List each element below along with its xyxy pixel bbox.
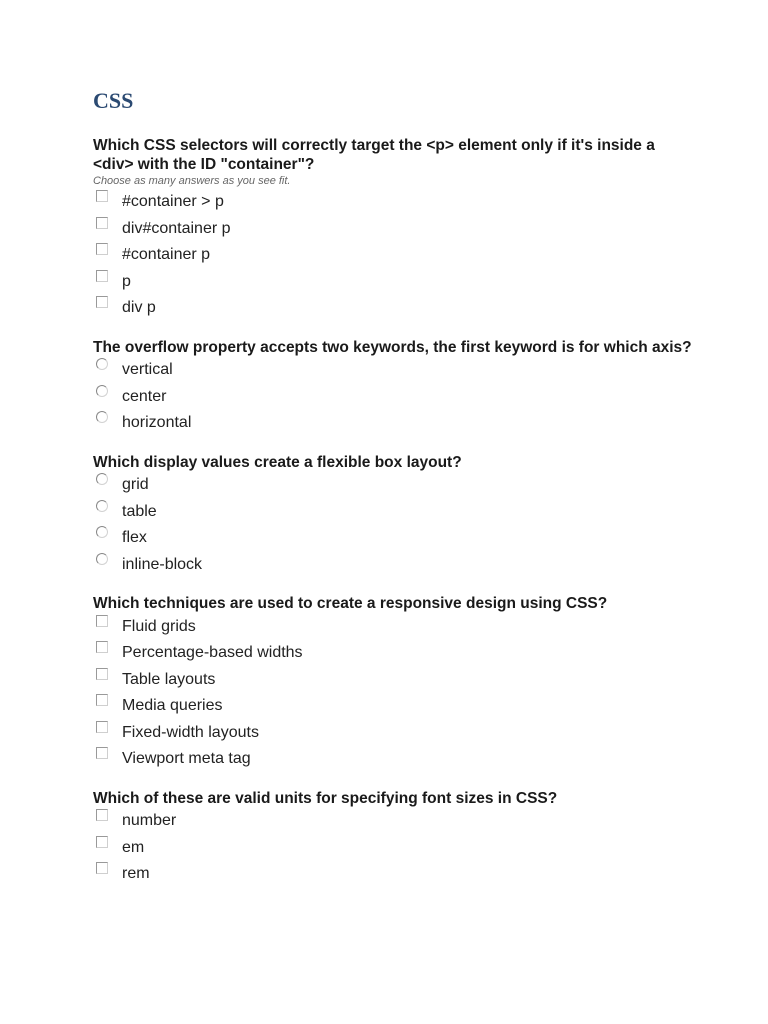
- question-2: [93, 339, 693, 437]
- checkbox[interactable]: [96, 836, 108, 848]
- answer-option[interactable]: [93, 552, 693, 579]
- checkbox[interactable]: [96, 190, 108, 202]
- option-label: grid: [122, 476, 149, 493]
- option-label: rem: [122, 865, 150, 882]
- answer-option[interactable]: [93, 499, 693, 526]
- checkbox[interactable]: [96, 721, 108, 733]
- answer-options: [93, 472, 693, 578]
- answer-option[interactable]: [93, 357, 693, 384]
- answer-option[interactable]: [93, 410, 693, 437]
- answer-option[interactable]: [93, 189, 693, 216]
- option-label: Fixed-width layouts: [122, 723, 259, 741]
- answer-options: [93, 189, 693, 322]
- question-text: Which of these are valid units for specifying font sizes in CSS?: [93, 789, 558, 807]
- radio-button[interactable]: [96, 385, 108, 397]
- answer-option[interactable]: [93, 720, 693, 747]
- checkbox[interactable]: [96, 270, 108, 282]
- question-text: Which CSS selectors will correctly target the <p> element only if it's inside a <div> with the ID "container"?: [93, 137, 655, 173]
- answer-options: [93, 614, 693, 773]
- checkbox[interactable]: [96, 747, 108, 759]
- radio-button[interactable]: [96, 553, 108, 565]
- answer-options: [93, 808, 693, 888]
- radio-button[interactable]: [96, 473, 108, 485]
- answer-option[interactable]: [93, 667, 693, 694]
- checkbox[interactable]: [96, 615, 108, 627]
- answer-option[interactable]: [93, 861, 693, 888]
- radio-button[interactable]: [96, 358, 108, 370]
- answer-options: [93, 357, 693, 437]
- option-label: inline-block: [122, 555, 203, 573]
- radio-button[interactable]: [96, 411, 108, 423]
- answer-option[interactable]: [93, 525, 693, 552]
- answer-option[interactable]: [93, 472, 693, 499]
- quiz-page: [93, 88, 693, 905]
- checkbox[interactable]: [96, 862, 108, 874]
- radio-button[interactable]: [96, 526, 108, 538]
- option-label: flex: [122, 529, 147, 546]
- checkbox[interactable]: [96, 641, 108, 653]
- checkbox[interactable]: [96, 243, 108, 255]
- option-label: Table layouts: [122, 670, 216, 688]
- answer-option[interactable]: [93, 295, 693, 322]
- page-title: CSS: [93, 88, 134, 113]
- option-label: #container p: [122, 246, 211, 263]
- answer-option[interactable]: [93, 614, 693, 641]
- checkbox[interactable]: [96, 296, 108, 308]
- option-label: center: [122, 387, 167, 405]
- answer-option[interactable]: [93, 835, 693, 862]
- option-label: table: [122, 502, 157, 520]
- answer-option[interactable]: [93, 693, 693, 720]
- answer-option[interactable]: [93, 242, 693, 269]
- checkbox[interactable]: [96, 668, 108, 680]
- question-5: [93, 790, 693, 888]
- question-text: The overflow property accepts two keywords, the first keyword is for which axis?: [93, 338, 692, 356]
- option-label: p: [122, 272, 131, 290]
- option-label: em: [122, 838, 145, 856]
- option-label: horizontal: [122, 414, 192, 431]
- answer-option[interactable]: [93, 384, 693, 411]
- option-label: div p: [122, 299, 156, 316]
- option-label: Media queries: [122, 697, 223, 714]
- answer-option[interactable]: [93, 216, 693, 243]
- option-label: #container > p: [122, 193, 224, 210]
- question-text: Which techniques are used to create a responsive design using CSS?: [93, 595, 608, 612]
- question-hint: Choose as many answers as you see fit.: [93, 175, 291, 187]
- answer-option[interactable]: [93, 746, 693, 773]
- checkbox[interactable]: [96, 217, 108, 229]
- answer-option[interactable]: [93, 640, 693, 667]
- option-label: Viewport meta tag: [122, 750, 251, 767]
- answer-option[interactable]: [93, 808, 693, 835]
- question-text: Which display values create a flexible box layout?: [93, 453, 462, 471]
- option-label: number: [122, 812, 177, 829]
- radio-button[interactable]: [96, 500, 108, 512]
- question-1: [93, 137, 693, 322]
- option-label: Fluid grids: [122, 617, 196, 635]
- answer-option[interactable]: [93, 269, 693, 296]
- option-label: div#container p: [122, 219, 231, 237]
- checkbox[interactable]: [96, 809, 108, 821]
- option-label: Percentage-based widths: [122, 644, 303, 661]
- question-4: [93, 595, 693, 773]
- checkbox[interactable]: [96, 694, 108, 706]
- option-label: vertical: [122, 361, 173, 378]
- question-3: [93, 454, 693, 579]
